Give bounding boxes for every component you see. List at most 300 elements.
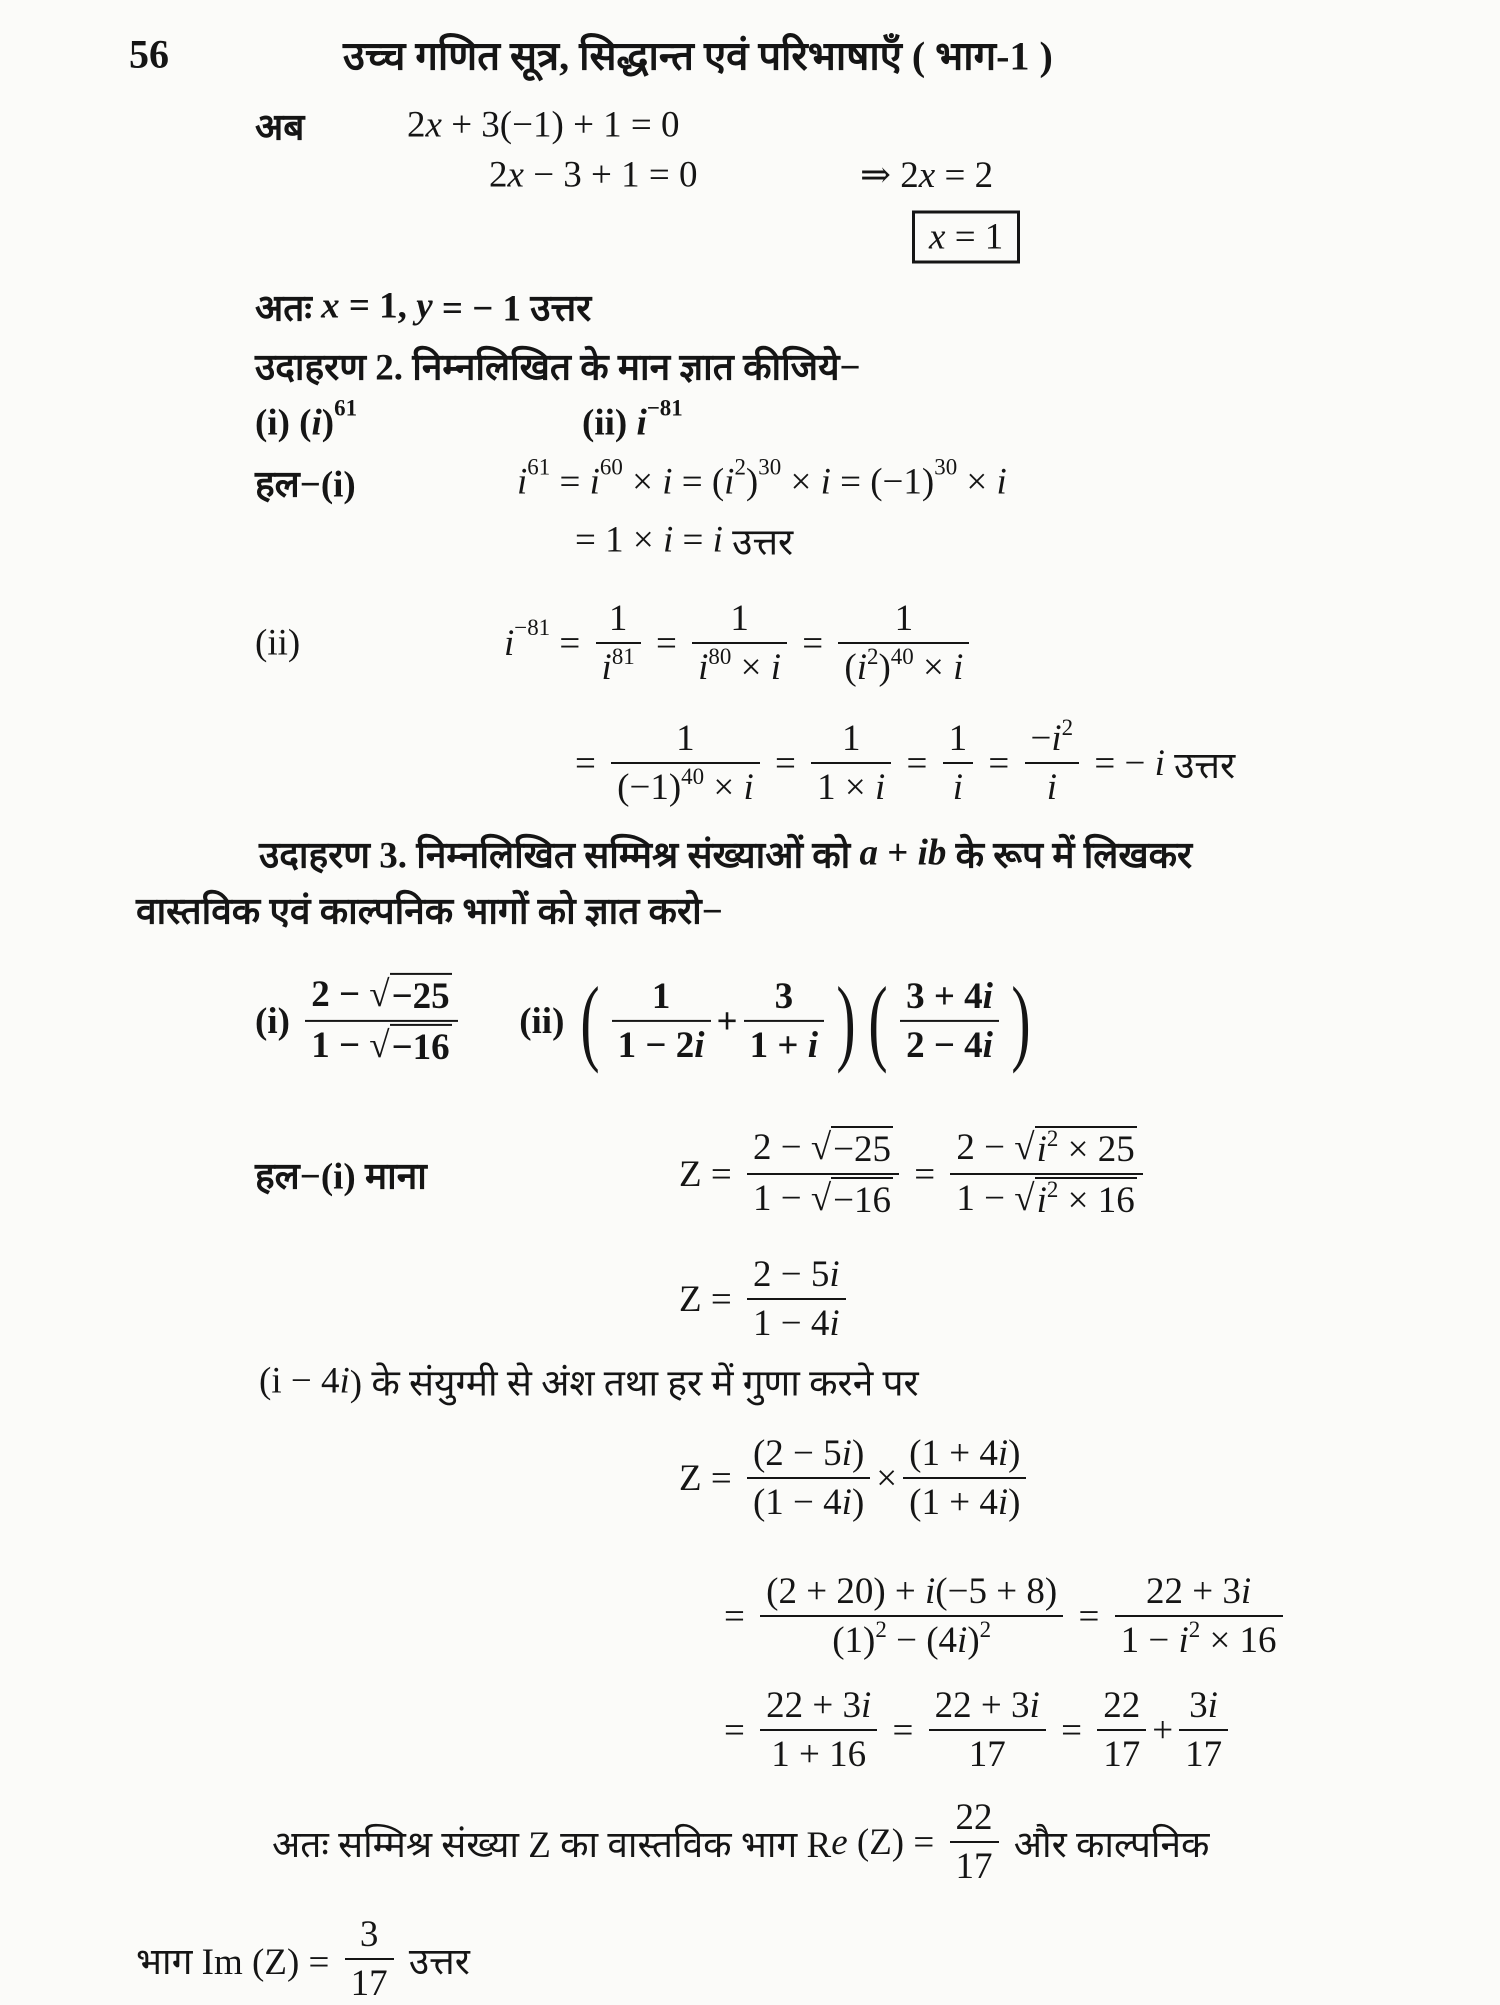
fraction (305, 973, 458, 1069)
math-text: उदाहरण 3. निम्नलिखित सम्मिश्र संख्याओं को (259, 835, 860, 877)
math-text: × 25 (1058, 1129, 1135, 1170)
math-text: ( (844, 647, 857, 688)
math-text: ) (1008, 1482, 1021, 1523)
math-text: × (731, 647, 771, 688)
math-text: उत्तर (722, 522, 794, 564)
example-3-parts (255, 966, 1037, 1074)
math-text: 2 − (752, 1127, 811, 1168)
radicand (1035, 1126, 1137, 1171)
fraction-numerator (744, 975, 824, 1022)
math-variable: i (982, 975, 993, 1017)
equation-implies (860, 153, 993, 197)
math-text: (i) (255, 1000, 300, 1042)
math-text: 1 − 4 (752, 1303, 830, 1344)
radical-sign: √ (1014, 1127, 1035, 1168)
math-text: ) के संयुग्मी से अंश तथा हर में गुणा करने पर (349, 1363, 919, 1405)
math-text: −25 (833, 1129, 892, 1170)
math-variable: i (1240, 1571, 1252, 1612)
math-text: 1 × (817, 767, 875, 808)
math-text: 17 (968, 1734, 1006, 1775)
fraction (838, 597, 969, 689)
math-text: ) (1008, 1433, 1021, 1474)
fraction-denominator (747, 1175, 899, 1222)
math-variable: i (1036, 1180, 1047, 1221)
math-text: ) (851, 1433, 865, 1474)
fraction-numerator (950, 1126, 1142, 1175)
example-3-heading-line-2: वास्तविक एवं काल्पनिक भागों को ज्ञात करो− (136, 891, 723, 933)
math-superscript: 61 (527, 454, 551, 480)
math-variable: y (416, 285, 433, 327)
group-content (894, 975, 1005, 1067)
fraction-numerator (760, 1684, 877, 1731)
math-text: उत्तर (399, 1941, 470, 1983)
math-text: 2 − (311, 973, 370, 1015)
z-line-4 (724, 1570, 1289, 1662)
math-text: Z = (679, 1457, 741, 1499)
math-variable: i (841, 1433, 852, 1474)
fraction (1179, 1684, 1228, 1776)
math-variable: i (996, 461, 1007, 503)
math-text: × (913, 647, 954, 688)
math-text: 2 − (956, 1127, 1015, 1168)
math-text: − (1030, 718, 1052, 759)
equation-1 (407, 104, 680, 147)
math-text: (−1) (617, 767, 682, 808)
solution-ii-line-2 (575, 717, 1235, 809)
radical-sign: √ (810, 1178, 832, 1219)
math-text: = (979, 742, 1019, 784)
math-variable: i (694, 1024, 705, 1066)
fraction-denominator (747, 1300, 846, 1345)
fraction-denominator (612, 1022, 711, 1067)
fraction-denominator (1115, 1617, 1283, 1662)
math-text: 1 (894, 598, 914, 639)
fraction-denominator (692, 644, 787, 689)
math-variable: i (589, 461, 600, 503)
group-content (606, 975, 830, 1067)
math-text: 3 + 4 (906, 975, 983, 1017)
math-variable: i (953, 647, 964, 688)
square-root (1014, 1126, 1136, 1171)
math-text: अतः (255, 288, 322, 330)
math-text: ⇒ 2 (860, 155, 919, 196)
fraction-numerator (611, 717, 760, 764)
math-text: ) (745, 461, 759, 503)
equation-2 (489, 154, 698, 197)
fraction-numerator (811, 717, 891, 764)
fraction-numerator (929, 1684, 1046, 1731)
math-variable: i (743, 767, 754, 808)
math-variable: i (1178, 1620, 1189, 1661)
math-text: 22 + 3 (934, 1685, 1030, 1726)
radical-sign: √ (1014, 1178, 1035, 1219)
math-text: 17 (350, 1963, 388, 2004)
conjugate-text (259, 1356, 919, 1407)
math-variable: i (957, 1620, 968, 1661)
math-variable: ib (917, 832, 947, 874)
math-superscript: −81 (646, 395, 683, 421)
math-superscript: 2 (1061, 715, 1074, 741)
math-text: = (724, 1709, 755, 1751)
math-variable: i (1051, 718, 1062, 759)
math-variable: i (829, 1254, 840, 1295)
fraction-numerator (747, 1432, 870, 1479)
fraction (747, 1253, 846, 1345)
fraction-numerator (747, 1253, 846, 1300)
fraction (744, 975, 824, 1067)
math-superscript: 2 (875, 1617, 887, 1643)
math-text: = (1069, 1595, 1109, 1637)
math-text: = − (1085, 742, 1155, 784)
math-variable: i (1207, 1685, 1218, 1726)
math-text: = (883, 1709, 923, 1751)
solution-ii-label: (ii) (255, 622, 301, 664)
math-text: = (−1) (830, 461, 935, 503)
fraction-denominator (744, 1022, 824, 1067)
math-text: × (704, 767, 744, 808)
math-text: (1 − 4 (752, 1482, 842, 1523)
boxed-answer (912, 211, 1020, 264)
fraction-denominator (305, 1022, 458, 1069)
math-text: × (781, 461, 821, 503)
math-superscript: 40 (890, 644, 914, 670)
math-variable: e (831, 1821, 848, 1863)
math-text: × (622, 461, 663, 503)
final-conclusion-line-2 (136, 1913, 470, 2005)
math-superscript: 2 (1046, 1126, 1059, 1152)
math-text: + (1152, 1709, 1174, 1751)
math-text: 2 − 4 (906, 1024, 983, 1066)
math-variable: i (1036, 1129, 1047, 1170)
math-text: 2 (407, 104, 426, 146)
math-text: = (550, 461, 590, 503)
fraction-denominator (811, 764, 891, 809)
math-text: (i) ( (255, 402, 312, 444)
math-text: − (4 (886, 1620, 958, 1661)
parenthesized-group (862, 966, 1037, 1074)
running-title: उच्च गणित सूत्र, सिद्धान्त एवं परिभाषाएँ ( भाग-1 ) (343, 33, 1053, 79)
fraction-denominator (838, 644, 969, 689)
math-text: के रूप में लिखकर (946, 835, 1193, 877)
math-text: (ii) (463, 1000, 574, 1042)
math-text: = (550, 622, 590, 664)
radicand (831, 1177, 893, 1222)
math-text: (2 + 20) + (766, 1571, 926, 1612)
right-paren: ) (1011, 966, 1031, 1074)
math-superscript: 61 (334, 395, 358, 421)
math-text: 1 − (1120, 1620, 1179, 1661)
z-line-1 (679, 1126, 1149, 1222)
math-text: (−5 + 8) (935, 1571, 1058, 1612)
solution-i-line-1 (517, 454, 1007, 504)
math-text: −16 (833, 1180, 892, 1221)
math-text: ) (878, 647, 891, 688)
math-variable: i (1029, 1685, 1040, 1726)
math-text: 22 + 3 (1145, 1571, 1241, 1612)
fraction-denominator (1025, 764, 1080, 809)
fraction-denominator (903, 1479, 1026, 1524)
math-text: 1 (608, 598, 628, 639)
fraction-denominator (943, 764, 974, 809)
radicand (831, 1126, 893, 1171)
fraction (760, 1570, 1063, 1662)
radicand (390, 1024, 452, 1069)
math-superscript: −81 (514, 615, 551, 641)
math-variable: i (829, 1303, 840, 1344)
math-variable: i (874, 767, 886, 808)
math-text: + 3(−1) + 1 = 0 (441, 104, 680, 146)
math-variable: i (820, 461, 831, 503)
math-text: अतः सम्मिश्र संख्या Z का वास्तविक भाग R (272, 1824, 832, 1866)
math-text: (1 + 4 (909, 1433, 998, 1474)
math-superscript: 2 (734, 454, 746, 480)
fraction-numerator (612, 975, 711, 1022)
math-text: = (1051, 1709, 1092, 1751)
fraction (760, 1684, 877, 1776)
math-text: 1 − (752, 1178, 811, 1219)
math-variable: i (601, 647, 612, 688)
math-text: = 1, (339, 285, 417, 327)
left-paren: ( (868, 966, 888, 1074)
fraction-denominator (900, 1022, 999, 1067)
radicand (390, 973, 452, 1018)
math-text: 1 (948, 718, 968, 759)
math-superscript: 2 (1188, 1617, 1201, 1643)
math-text: (2 − 5 (752, 1433, 842, 1474)
fraction-denominator (950, 1175, 1142, 1222)
z-line-2 (679, 1253, 852, 1345)
fraction-numerator (747, 1126, 899, 1175)
math-superscript: 80 (708, 644, 732, 670)
radicand (1035, 1177, 1137, 1222)
fraction-denominator (747, 1479, 870, 1524)
math-variable: x (507, 154, 524, 196)
square-root (369, 973, 451, 1018)
fraction-denominator (596, 644, 641, 689)
fraction-numerator (1179, 1684, 1228, 1731)
math-text: 17 (955, 1846, 993, 1887)
radical-sign: √ (369, 1024, 390, 1066)
math-text: 1 − (311, 1024, 370, 1066)
fraction (1115, 1570, 1283, 1662)
math-text: = 1 (945, 216, 1004, 258)
math-text: − 3 + 1 = 0 (523, 154, 698, 196)
math-text: −25 (391, 975, 450, 1017)
math-text: = (673, 519, 713, 561)
math-text: 1 + (749, 1024, 808, 1066)
math-text: 22 (955, 1797, 993, 1838)
math-variable: i (925, 1571, 936, 1612)
radical-sign: √ (369, 973, 390, 1015)
math-text: + (716, 1000, 738, 1042)
math-text: 3 (774, 975, 794, 1017)
math-text: 1 − (956, 1178, 1015, 1219)
fraction-numerator (1025, 717, 1080, 764)
square-root (811, 1126, 893, 1171)
right-paren: ) (836, 966, 856, 1074)
fraction-denominator (760, 1617, 1063, 1662)
math-variable: i (724, 461, 735, 503)
fraction-numerator (760, 1570, 1063, 1617)
math-text: 1 (651, 975, 671, 1017)
math-text: = (793, 622, 833, 664)
fraction-numerator (1097, 1684, 1146, 1731)
math-text: ) (967, 1620, 980, 1661)
math-variable: i (339, 1360, 350, 1402)
fraction (900, 975, 999, 1067)
math-variable: i (1154, 742, 1165, 784)
left-paren: ( (580, 966, 600, 1074)
math-variable: i (712, 519, 723, 561)
math-text: = (646, 622, 687, 664)
math-text: × 16 (1058, 1180, 1135, 1221)
fraction-denominator (929, 1731, 1046, 1776)
fraction (903, 1432, 1026, 1524)
math-variable: x (321, 285, 340, 327)
math-variable: i (997, 1482, 1009, 1523)
math-text: = 1 × (575, 519, 663, 561)
example-2-heading: उदाहरण 2. निम्नलिखित के मान ज्ञात कीजिये− (255, 347, 861, 389)
math-text: (Z) = (847, 1821, 944, 1863)
square-root (1014, 1177, 1136, 1222)
math-text: = (765, 742, 806, 784)
math-variable: i (982, 1024, 993, 1066)
fraction (345, 1913, 394, 2005)
fraction (747, 1126, 899, 1222)
math-variable: a (859, 832, 879, 874)
z-line-3 (679, 1432, 1032, 1524)
math-variable: i (856, 647, 867, 688)
square-root (811, 1177, 893, 1222)
math-text: (ii) (582, 402, 637, 444)
math-variable: i (841, 1482, 852, 1523)
math-text: 1 − 2 (617, 1024, 695, 1066)
math-text: 22 + 3 (766, 1685, 861, 1726)
fraction (929, 1684, 1046, 1776)
fraction (747, 1432, 870, 1524)
fraction-numerator (943, 717, 974, 764)
solution-ii-line-1 (504, 597, 975, 689)
fraction-numerator (692, 597, 787, 644)
math-text: × (957, 461, 997, 503)
example-3-heading-line-1 (259, 828, 1192, 879)
page-number: 56 (129, 31, 169, 77)
math-text: 1 (676, 718, 695, 759)
fraction-denominator (345, 1960, 394, 2005)
math-text: 1 (730, 598, 749, 639)
math-text: = (897, 742, 937, 784)
fraction-denominator (950, 1843, 999, 1888)
fraction-numerator (1115, 1570, 1283, 1617)
fraction-denominator (760, 1731, 877, 1776)
math-text: 3 (359, 1914, 379, 1955)
math-text: 2 − 5 (752, 1254, 830, 1295)
math-text: (1) (832, 1620, 876, 1661)
math-variable: i (636, 402, 647, 444)
example-2-part-i (255, 395, 358, 445)
math-superscript: 2 (1046, 1177, 1059, 1203)
math-variable: x (929, 216, 946, 258)
final-conclusion-line-1 (272, 1796, 1209, 1888)
fraction (811, 717, 891, 809)
conclusion-1 (255, 281, 591, 332)
math-text: = 2 (935, 154, 994, 196)
math-text: ) (851, 1482, 865, 1523)
fraction-denominator (611, 764, 760, 809)
solution-i-label: हल−(i) (255, 464, 356, 506)
solution-i-line-2 (575, 515, 793, 566)
fraction-numerator (345, 1913, 394, 1960)
fraction-numerator (903, 1432, 1026, 1479)
math-text: 1 (841, 718, 861, 759)
radical-sign: √ (810, 1127, 832, 1168)
math-text: भाग Im (Z) = (136, 1941, 339, 1983)
math-variable: i (517, 461, 528, 503)
math-text: = ( (672, 461, 725, 503)
math-superscript: 81 (611, 644, 635, 670)
math-text: और काल्पनिक (1004, 1824, 1210, 1866)
math-variable: i (698, 647, 709, 688)
math-superscript: 40 (681, 764, 705, 790)
fraction (612, 975, 711, 1067)
math-variable: i (770, 647, 781, 688)
fraction-numerator (305, 973, 458, 1022)
square-root (369, 1024, 451, 1069)
fraction (943, 717, 974, 809)
math-text: Z = (679, 1153, 741, 1195)
math-text: = − 1 उत्तर (432, 288, 592, 330)
math-variable: x (425, 104, 442, 146)
math-text: Z = (679, 1278, 741, 1320)
fraction (596, 597, 641, 689)
math-text: 17 (1185, 1734, 1223, 1775)
example-2-part-ii (582, 395, 683, 445)
math-text: 3 (1189, 1685, 1208, 1726)
math-variable: i (997, 1433, 1009, 1474)
fraction-numerator (838, 597, 969, 644)
fraction (950, 1796, 999, 1888)
solution-3-label: हल−(i) माना (255, 1156, 427, 1198)
fraction (1097, 1684, 1146, 1776)
math-text: उत्तर (1164, 745, 1236, 787)
math-variable: i (311, 402, 322, 444)
fraction (1025, 717, 1080, 809)
math-text: 17 (1103, 1734, 1141, 1775)
fraction-numerator (900, 975, 999, 1022)
fraction-numerator (596, 597, 641, 644)
math-variable: i (662, 461, 673, 503)
math-text: = (905, 1153, 945, 1195)
math-text: 1 + 16 (771, 1734, 867, 1775)
math-variable: i (662, 519, 674, 561)
parenthesized-group (574, 966, 862, 1074)
step-label: अब (255, 107, 305, 149)
fraction-numerator (950, 1796, 999, 1843)
fraction-denominator (1179, 1731, 1228, 1776)
math-variable: x (918, 154, 936, 196)
z-line-5 (724, 1684, 1234, 1776)
math-text: 2 (489, 154, 508, 196)
math-text: (i − 4 (259, 1360, 340, 1402)
math-superscript: 30 (758, 454, 782, 480)
math-variable: i (952, 767, 964, 808)
math-text: −16 (391, 1026, 450, 1068)
fraction (611, 717, 760, 809)
math-text: (1 + 4 (909, 1482, 998, 1523)
math-superscript: 30 (934, 454, 958, 480)
math-variable: i (1046, 767, 1057, 808)
math-text: = (575, 742, 606, 784)
